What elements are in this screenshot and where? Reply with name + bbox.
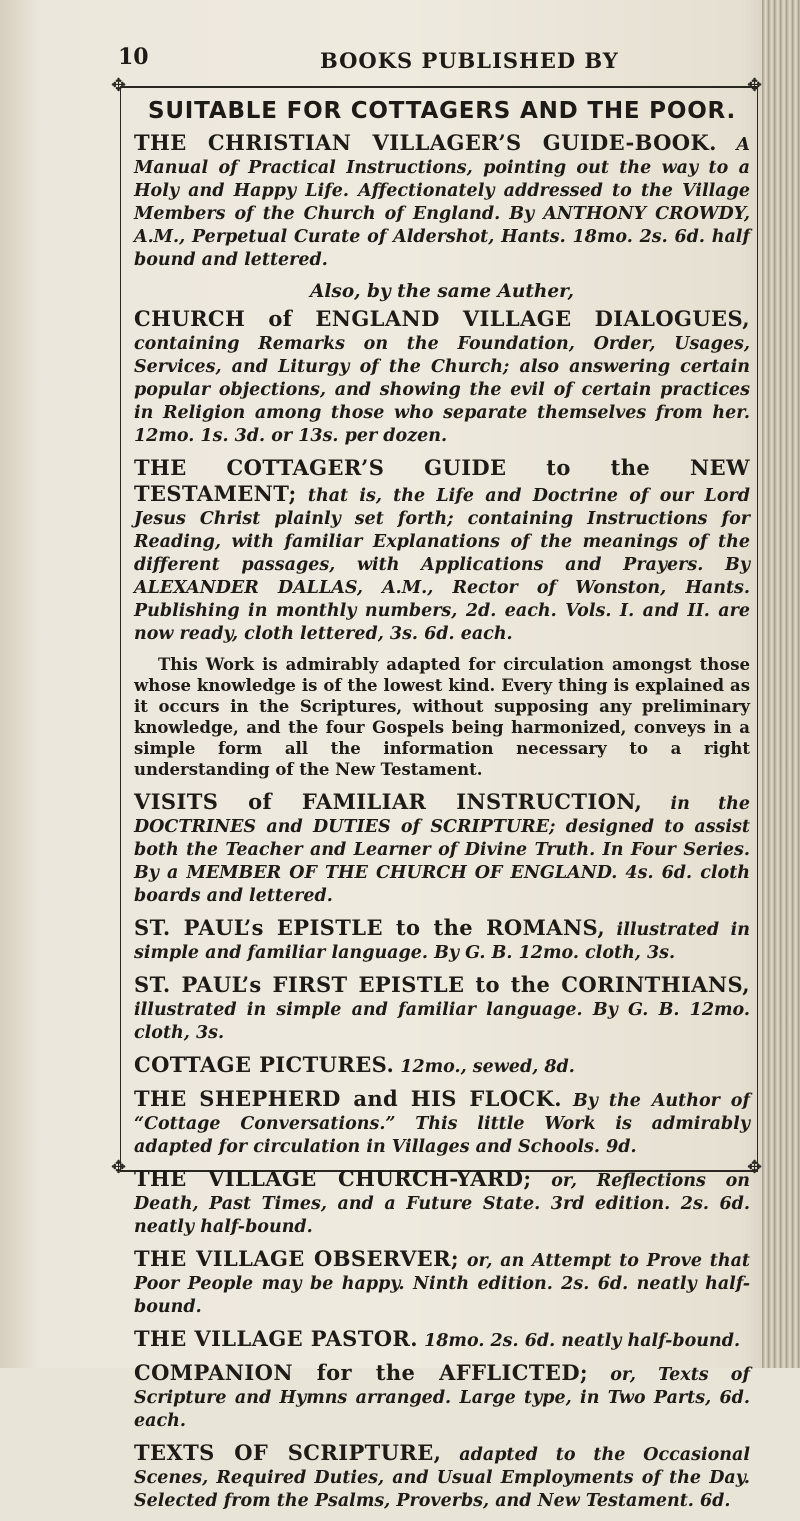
book-entry [134, 916, 750, 965]
book-entry [134, 131, 750, 272]
book-title: THE VILLAGE PASTOR. [134, 1326, 418, 1351]
page-number: 10 [118, 44, 149, 70]
section-title: SUITABLE FOR COTTAGERS AND THE POOR. [147, 98, 737, 124]
book-title: VISITS of FAMILIAR INSTRUCTION, [134, 789, 643, 814]
book-entry [134, 973, 750, 1045]
book-description: A Manual of Practical Instructions, pointing out the way to a Holy and Happy Life. Affectionately addressed to the Village Members of the Church of England. By ANTHONY CROWDY, A.M., Perpetual Curate of Aldershot, Hants. 18mo. 2s. 6d. half bound and lettered. [134, 135, 750, 270]
book-title: ST. PAUL’s FIRST EPISTLE to the CORINTHIANS, [134, 972, 750, 997]
corner-ornament-icon: ✥ [747, 1157, 763, 1178]
also-by-author-line: Also, by the same Auther, [310, 281, 574, 302]
book-entry [134, 1087, 750, 1159]
review-note: This Work is admirably adapted for circulation amongst those whose knowledge is of the lowest kind. Every thing is explained as it occurs in the Scriptures, without supposing any preliminary knowledge, and the four Gospels being harmonized, conveys in a simple form all the information necessary to a right understanding of the New Testament. [134, 655, 750, 779]
book-entry [134, 1441, 750, 1513]
book-title: THE VILLAGE OBSERVER; [134, 1246, 460, 1271]
corner-ornament-icon: ✥ [111, 1157, 127, 1178]
book-description: 12mo., sewed, 8d. [400, 1057, 575, 1077]
corner-ornament-icon: ✥ [111, 75, 127, 96]
book-spine-edge [762, 0, 800, 1368]
book-description: or, Reflections on Death, Past Times, and a Future State. 3rd edition. 2s. 6d. neatly half-bound. [134, 1171, 750, 1237]
book-entry [134, 456, 750, 646]
book-title: COTTAGE PICTURES. [134, 1052, 395, 1077]
book-description: 18mo. 2s. 6d. neatly half-bound. [424, 1331, 741, 1351]
book-entry [134, 1053, 750, 1079]
book-description: adapted to the Occasional Scenes, Required Duties, and Usual Employments of the Day. Selected from the Psalms, Proverbs, and New Testament. 6d. [134, 1445, 751, 1511]
corner-ornament-icon: ✥ [747, 75, 763, 96]
book-title: COMPANION for the AFFLICTED; [134, 1360, 589, 1385]
book-description: in the DOCTRINES and DUTIES of SCRIPTURE; designed to assist both the Teacher and Learner of Divine Truth. In Four Series. By a MEMBER OF THE CHURCH OF ENGLAND. 4s. 6d. cloth boards and lettered. [134, 794, 751, 906]
book-entry [134, 1247, 750, 1319]
book-title: THE CHRISTIAN VILLAGER’S GUIDE-BOOK. [134, 130, 717, 155]
book-description: or, an Attempt to Prove that Poor People may be happy. Ninth edition. 2s. 6d. neatly half-bound. [134, 1251, 750, 1317]
book-title: ST. PAUL’s EPISTLE to the ROMANS, [134, 915, 606, 940]
book-title: THE COTTAGER’S GUIDE to the NEW TESTAMENT; [134, 455, 750, 506]
book-title: THE SHEPHERD and HIS FLOCK. [134, 1086, 562, 1111]
book-entry [134, 1327, 750, 1353]
book-description: that is, the Life and Doctrine of our Lord Jesus Christ plainly set forth; containing Instructions for Reading, with familiar Explanations of the meanings of the different passages, with Applications and Prayers. By ALEXANDER DALLAS, A.M., Rector of Wonston, Hants. Publishing in monthly numbers, 2d. each. Vols. I. and II. are now ready, cloth lettered, 3s. 6d. each. [134, 486, 750, 644]
advertisement-content [134, 98, 750, 1521]
running-head: BOOKS PUBLISHED BY [320, 48, 619, 73]
book-description: illustrated in simple and familiar language. By G. B. 12mo. cloth, 3s. [134, 920, 750, 963]
book-description: containing Remarks on the Foundation, Order, Usages, Services, and Liturgy of the Church; also answering certain popular objections, and showing the evil of certain practices in Religion among those who separate themselves from her. 12mo. 1s. 3d. or 13s. per dozen. [134, 334, 750, 446]
book-description: illustrated in simple and familiar language. By G. B. 12mo. cloth, 3s. [134, 1000, 750, 1043]
book-entry [134, 790, 750, 908]
book-entry [134, 1167, 750, 1239]
book-description: By the Author of “Cottage Conversations.” This little Work is admirably adapted for circulation in Villages and Schools. 9d. [134, 1091, 751, 1157]
book-title: TEXTS OF SCRIPTURE, [134, 1440, 442, 1465]
book-entry [134, 307, 750, 448]
book-description: or, Texts of Scripture and Hymns arranged. Large type, in Two Parts, 6d. each. [134, 1365, 750, 1431]
book-title: THE VILLAGE CHURCH-YARD; [134, 1166, 532, 1191]
book-entry [134, 1361, 750, 1433]
book-title: CHURCH of ENGLAND VILLAGE DIALOGUES, [134, 306, 750, 331]
